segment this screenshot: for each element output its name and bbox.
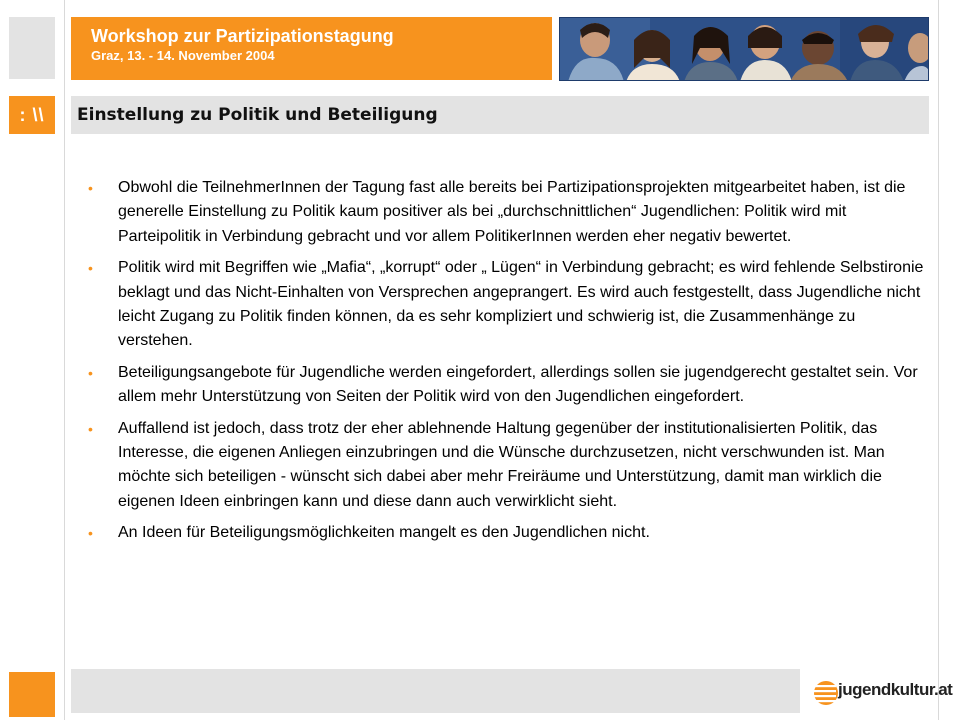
header-banner [71, 17, 552, 80]
bullet-text: An Ideen für Beteiligungsmöglichkeiten mangelt es den Jugendlichen nicht. [118, 524, 650, 542]
bullet-icon: • [88, 260, 93, 277]
left-divider-line [64, 0, 65, 720]
bullet-item [88, 521, 928, 545]
bullet-item [88, 417, 928, 515]
bullet-item [88, 256, 928, 354]
header-title: Workshop zur Partizipationstagung [91, 26, 394, 46]
bullet-icon: • [88, 180, 93, 196]
right-divider-line [938, 0, 939, 720]
corner-box-top-left [9, 17, 55, 79]
bullet-icon: • [88, 420, 93, 437]
jugendkultur-logo[interactable] [812, 676, 953, 710]
bullet-text: Politik wird mit Begriffen wie „Mafia“, „korrupt“ oder „ Lügen“ in Verbindung gebracht; es wird fehlende Selbstironie beklagt und das Nicht-Einhalten von Versprechen angeprangert. Es wird auch festgestellt, dass Jugendliche nicht leicht Zugang zu Politik finden können, da es sehr kompliziert und schwierig ist, die Zusammenhänge zu verstehen. [118, 259, 924, 350]
bullet-icon: • [88, 364, 93, 381]
section-heading: Einstellung zu Politik und Beteiligung [77, 105, 438, 125]
corner-box-bottom-left [9, 672, 55, 717]
bullet-list [88, 176, 928, 553]
bullet-item [88, 361, 928, 410]
bullet-text: Beteiligungsangebote für Jugendliche werden eingefordert, allerdings sollen sie jugendgerecht gestaltet sein. Vor allem mehr Unterstützung von Seiten der Politik wird von den Jugendlichen eingefordert. [118, 363, 918, 406]
bullet-text: Obwohl die TeilnehmerInnen der Tagung fast alle bereits bei Partizipationsprojekten mitgearbeitet haben, ist die generelle Einstellung zu Politik kaum positiver als bei „durchschnittlichen“ Jugendlichen: Politik wird mit Parteipolitik in Verbindung gebracht und vor allem PolitikerInnen werden eher negativ bewertet. [118, 179, 906, 245]
logo-swirl-icon [812, 678, 838, 708]
section-marker: : \\ [9, 96, 55, 134]
section-heading-bar [71, 96, 929, 134]
bullet-icon: • [88, 525, 93, 542]
header-photo [559, 17, 929, 81]
bullet-text: Auffallend ist jedoch, dass trotz der eher ablehnende Haltung gegenüber der institutionalisierten Politik, das Interesse, die eigenen Anliegen einzubringen und die Wünsche durchzusetzen, nicht verschwunden ist. Man möchte sich beteiligen - wünscht sich dabei aber mehr Freiräume und Unterstützung, damit man wirklich die eigenen Ideen einbringen kann und diese dann auch verwirklicht sieht. [118, 419, 885, 510]
logo-text: jugendkultur.at [838, 680, 953, 699]
footer-bar [71, 669, 800, 713]
header-subtitle: Graz, 13. - 14. November 2004 [91, 48, 275, 63]
bullet-item [88, 176, 928, 249]
